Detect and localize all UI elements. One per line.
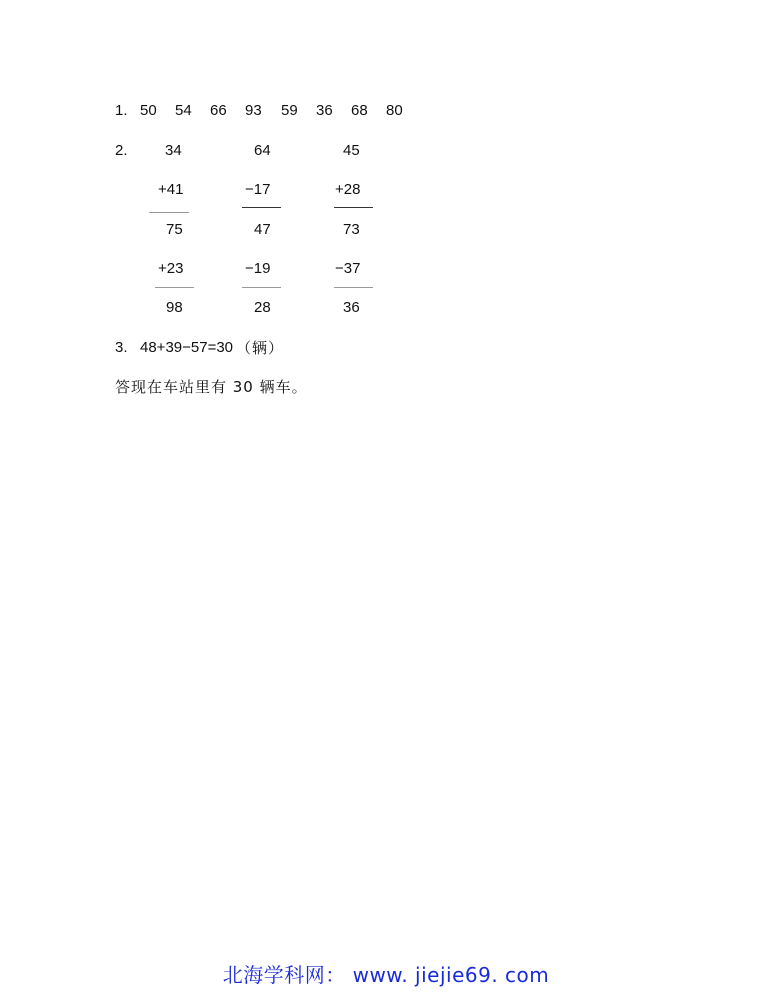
calc-result: 75 (166, 221, 183, 238)
calc-divider-line (242, 207, 281, 208)
answer-value: 59 (281, 102, 298, 119)
calc-divider-line (334, 207, 373, 208)
calc-divider-line (155, 287, 194, 288)
calc-result: 36 (343, 299, 360, 316)
calc-result: 73 (343, 221, 360, 238)
answer-value: 93 (245, 102, 262, 119)
calc-operation: +23 (158, 260, 184, 277)
calc-operation: −37 (335, 260, 361, 277)
calc-divider-line (242, 287, 281, 288)
equation: 48+39−57=30 (140, 339, 234, 356)
calc-divider-line (334, 287, 373, 288)
calc-operand: 45 (343, 142, 360, 159)
calc-divider-line (149, 212, 189, 213)
calc-operation: +28 (335, 181, 361, 198)
calc-result: 98 (166, 299, 183, 316)
answer-value: 54 (175, 102, 192, 119)
question-3-number: 3. (115, 339, 128, 356)
footer-website-banner: 北海学科网： www. jiejie69. com (222, 963, 550, 987)
answer-value: 66 (210, 102, 227, 119)
question-2-number: 2. (115, 142, 128, 159)
equation-unit: （辆） (236, 339, 285, 357)
calc-result: 28 (254, 299, 271, 316)
answer-sentence: 答现在车站里有 30 辆车。 (115, 378, 308, 396)
calc-operand: 64 (254, 142, 271, 159)
answer-value: 50 (140, 102, 157, 119)
answer-value: 68 (351, 102, 368, 119)
calc-operand: 34 (165, 142, 182, 159)
calc-result: 47 (254, 221, 271, 238)
calc-operation: −17 (245, 181, 271, 198)
calc-operation: +41 (158, 181, 184, 198)
question-1-number: 1. (115, 102, 128, 119)
answer-value: 36 (316, 102, 333, 119)
calc-operation: −19 (245, 260, 271, 277)
answer-value: 80 (386, 102, 403, 119)
